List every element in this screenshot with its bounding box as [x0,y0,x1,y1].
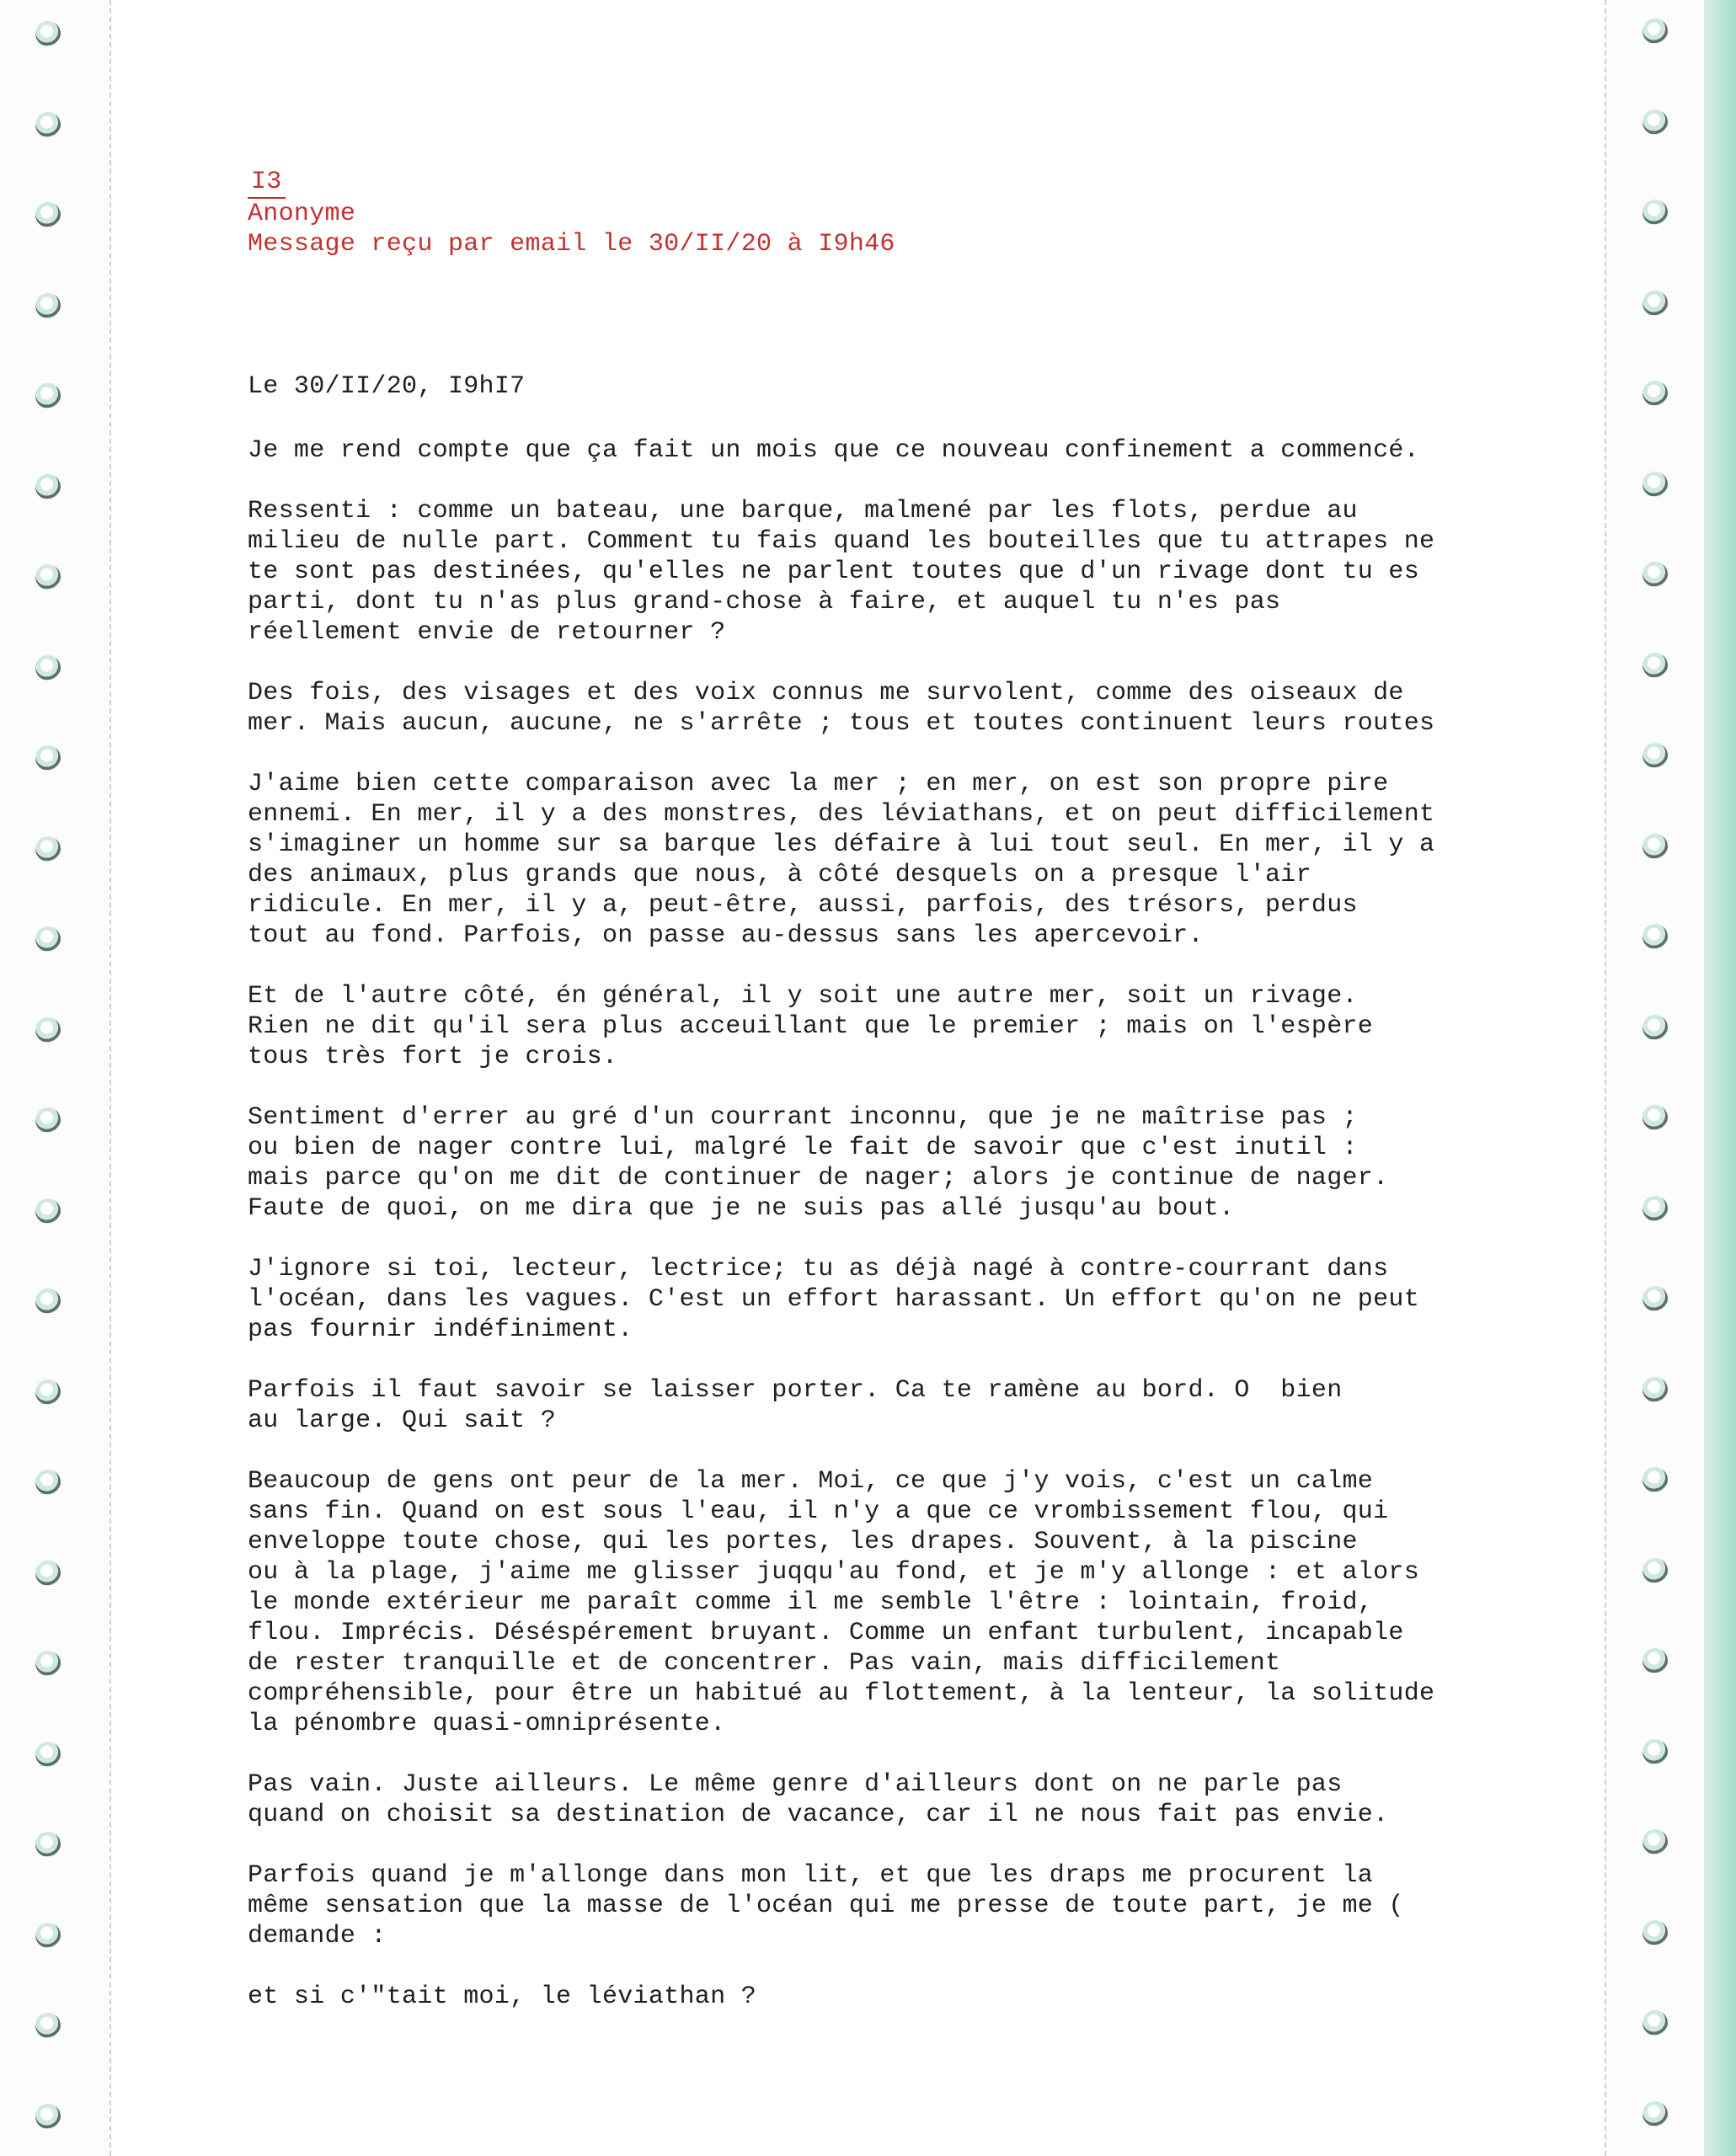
text-line: enveloppe toute chose, qui les portes, les drapes. Souvent, à la piscine [248,1528,1358,1556]
perforation-hole-icon [35,2013,61,2038]
perforation-hole-icon [1643,743,1668,768]
text-line: même sensation que la masse de l'océan qui me presse de toute part, je me ( [248,1892,1404,1920]
right-perforated-strip [1605,0,1706,2156]
text-line: pas fournir indéfiniment. [248,1315,633,1344]
perforation-hole-icon [1643,1015,1668,1040]
perforation-hole-icon [35,1198,61,1224]
perforation-hole-icon [1643,1105,1668,1130]
perforation-hole-icon [35,21,61,46]
text-line: Rien ne dit qu'il sera plus acceuillant que le premier ; mais on l'espère [248,1012,1374,1041]
perforation-hole-icon [1643,1648,1668,1673]
perforation-hole-icon [35,1832,61,1857]
left-perforated-strip [0,0,111,2156]
letter-received-line: Message reçu par email le 30/II/20 à I9h46 [248,230,895,259]
text-line: réellement envie de retourner ? [248,618,726,647]
paragraph [248,769,1444,951]
paragraph [248,1375,1444,1436]
paper-edge [1704,0,1736,2156]
perforation-hole-icon [1643,472,1668,497]
perforation-hole-icon [35,564,61,590]
perforation-hole-icon [35,1561,61,1586]
text-line: flou. Imprécis. Déséspérement bruyant. Comme un enfant turbulent, incapable [248,1619,1404,1647]
letter-date: Le 30/II/20, I9hI7 [248,372,526,401]
perforation-hole-icon [35,1289,61,1314]
perforation-hole-icon [35,836,61,862]
paragraph [248,496,1444,648]
letter-body [248,167,1444,2012]
text-line: tout au fond. Parfois, on passe au-dessus sans les apercevoir. [248,921,1204,950]
perforation-hole-icon [1643,2101,1668,2127]
text-line: Faute de quoi, on me dira que je ne suis pas allé jusqu'au bout. [248,1194,1235,1223]
letter-header [248,167,1444,259]
text-line: ou à la plage, j'aime me glisser juqqu'au fond, et je m'y allonge : et alors [248,1558,1420,1587]
perforation-hole-icon [1643,1829,1668,1854]
text-line: mais parce qu'on me dit de continuer de nager; alors je continue de nager. [248,1164,1389,1193]
perforation-hole-icon [35,1742,61,1767]
paragraph [248,1254,1444,1345]
text-line: de rester tranquille et de concentrer. Pas vain, mais difficilement [248,1649,1281,1678]
text-line: demande : [248,1922,387,1951]
text-line: Je me rend compte que ça fait un mois que ce nouveau confinement a commencé. [248,436,1420,465]
text-line: Beaucoup de gens ont peur de la mer. Moi, ce que j'y vois, c'est un calme [248,1467,1374,1496]
perforation-hole-icon [35,383,61,408]
text-line: te sont pas destinées, qu'elles ne parlent toutes que d'un rivage dont tu es [248,558,1420,586]
perforation-hole-icon [1643,562,1668,587]
perforation-hole-icon [1643,1467,1668,1492]
paragraph [248,1769,1444,1830]
paragraph [248,678,1444,739]
perforation-hole-icon [1643,1739,1668,1764]
text-line: l'océan, dans les vagues. C'est un effort harassant. Un effort qu'on ne peut [248,1285,1420,1314]
paragraph [248,981,1444,1072]
perforation-hole-icon [1643,2010,1668,2036]
text-line: sans fin. Quand on est sous l'eau, il n'y a que ce vrombissement flou, qui [248,1497,1389,1526]
text-line: Ressenti : comme un bateau, une barque, malmené par les flots, perdue au [248,497,1358,526]
paragraph [248,1102,1444,1224]
perforation-hole-icon [1643,1286,1668,1311]
perforation-hole-icon [35,474,61,499]
paragraph [248,1466,1444,1739]
perforation-hole-icon [1643,1377,1668,1402]
perforation-hole-icon [35,1651,61,1676]
perforation-hole-icon [1643,834,1668,859]
text-line: Et de l'autre côté, én général, il y soit une autre mer, soit un rivage. [248,982,1358,1011]
perforation-hole-icon [1643,1558,1668,1583]
text-line: au large. Qui sait ? [248,1406,557,1435]
paragraph [248,435,1444,466]
text-line: milieu de nulle part. Comment tu fais quand les bouteilles que tu attrapes ne [248,527,1435,556]
perforation-hole-icon [35,1470,61,1495]
text-line: ennemi. En mer, il y a des monstres, des léviathans, et on peut difficilement [248,800,1435,829]
text-line: compréhensible, pour être un habitué au flottement, à la lenteur, la solitude [248,1679,1435,1708]
perforation-hole-icon [35,1107,61,1133]
text-line: J'aime bien cette comparaison avec la mer ; en mer, on est son propre pire [248,770,1389,798]
perforation-hole-icon [1643,291,1668,316]
text-line: ridicule. En mer, il y a, peut-être, aussi, parfois, des trésors, perdus [248,891,1358,920]
perforation-hole-icon [35,926,61,952]
text-line: la pénombre quasi-omniprésente. [248,1710,726,1738]
text-line: Pas vain. Juste ailleurs. Le même genre d'ailleurs dont on ne parle pas [248,1770,1343,1799]
text-line: le monde extérieur me paraît comme il me semble l'être : lointain, froid, [248,1588,1374,1617]
text-line: ou bien de nager contre lui, malgré le fait de savoir que c'est inutil : [248,1134,1358,1162]
perforation-hole-icon [35,1380,61,1405]
text-line: des animaux, plus grands que nous, à côté desquels on a presque l'air [248,861,1311,889]
perforation-hole-icon [35,1017,61,1043]
text-line: Parfois quand je m'allonge dans mon lit, et que les draps me procurent la [248,1861,1374,1890]
perforation-hole-icon [1643,653,1668,678]
text-line: tous très fort je crois. [248,1043,618,1071]
text-line: J'ignore si toi, lecteur, lectrice; tu as déjà nagé à contre-courrant dans [248,1255,1389,1283]
perforation-hole-icon [1643,1920,1668,1945]
perforation-hole-icon [1643,19,1668,44]
text-line: s'imaginer un homme sur sa barque les défaire à lui tout seul. En mer, il y a [248,830,1435,859]
perforation-hole-icon [35,112,61,137]
text-line: mer. Mais aucun, aucune, ne s'arrête ; tous et toutes continuent leurs routes [248,709,1435,738]
paragraph [248,1860,1444,1951]
text-line: et si c'"tait moi, le léviathan ? [248,1983,756,2011]
text-line: quand on choisit sa destination de vacance, car il ne nous fait pas envie. [248,1801,1389,1829]
perforation-hole-icon [35,1923,61,1948]
text-line: Sentiment d'errer au gré d'un courrant inconnu, que je ne maîtrise pas ; [248,1103,1358,1132]
letter-paragraphs [248,435,1444,2012]
perforation-hole-icon [1643,924,1668,949]
perforation-hole-icon [1643,200,1668,225]
perforation-hole-icon [35,745,61,771]
letter-author: Anonyme [248,200,356,228]
letter-number: I3 [248,167,286,199]
perforation-hole-icon [1643,1196,1668,1221]
text-line: Parfois il faut savoir se laisser porter. Ca te ramène au bord. O bien [248,1376,1343,1405]
perforation-hole-icon [1643,109,1668,135]
perforation-hole-icon [35,293,61,318]
text-line: parti, dont tu n'as plus grand-chose à faire, et auquel tu n'es pas [248,588,1281,616]
text-line: Des fois, des visages et des voix connus me survolent, comme des oiseaux de [248,679,1404,707]
perforation-hole-icon [35,202,61,227]
perforation-hole-icon [1643,381,1668,406]
perforation-hole-icon [35,655,61,680]
perforation-hole-icon [35,2104,61,2129]
paragraph [248,1982,1444,2012]
